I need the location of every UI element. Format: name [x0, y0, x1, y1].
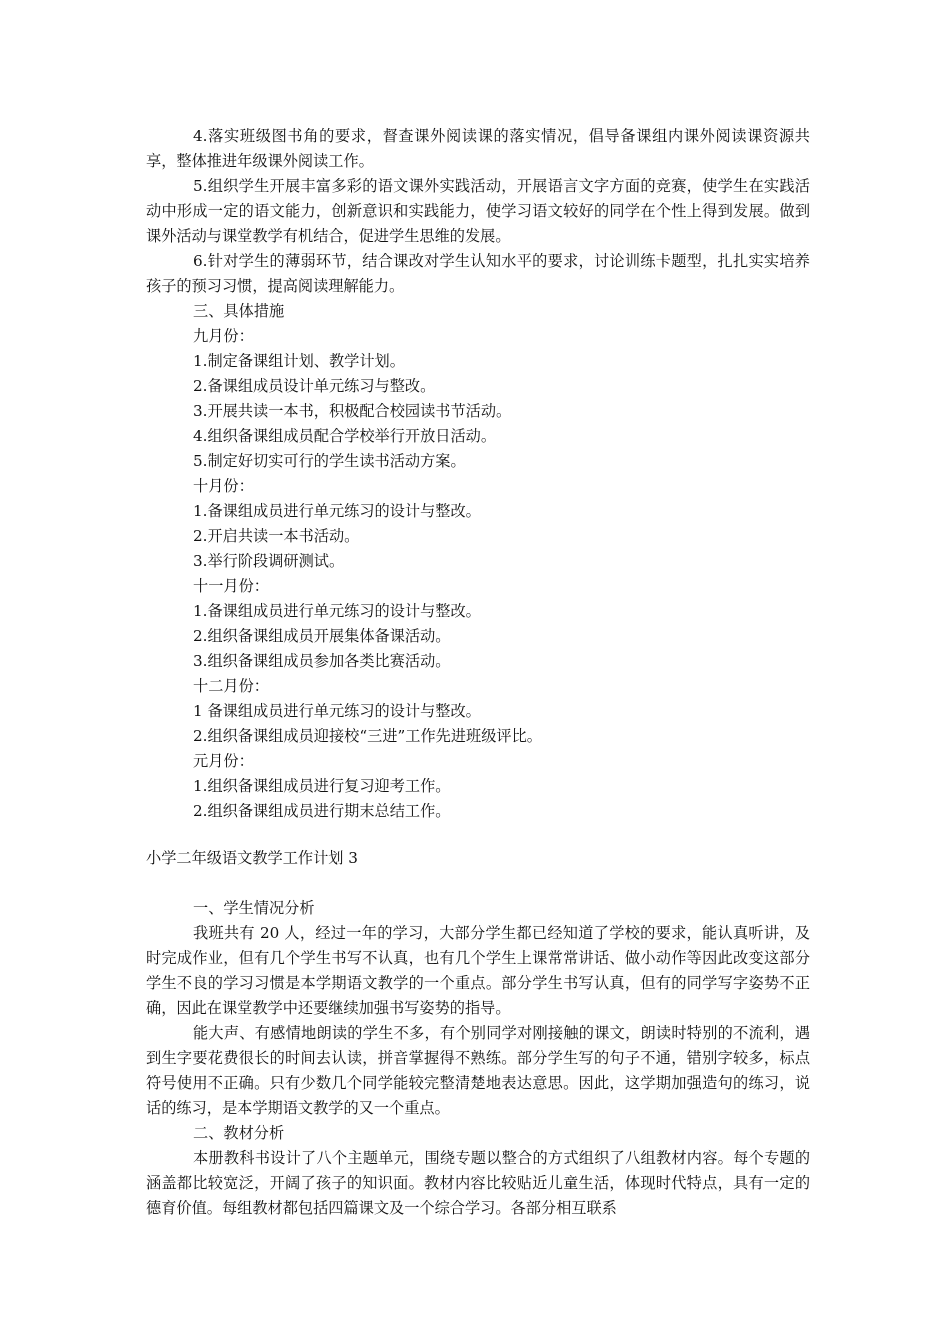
paragraph-item-4: 4.落实班级图书角的要求，督查课外阅读课的落实情况，倡导备课组内课外阅读课资源共享，整体推进年级课外阅读工作。 — [146, 127, 810, 170]
list-item: 3.举行阶段调研测试。 — [193, 552, 345, 570]
paragraph-item-5: 5.组织学生开展丰富多彩的语文课外实践活动，开展语言文字方面的竞赛，使学生在实践活动中形成一定的语文能力，创新意识和实践能力，使学习语文较好的同学在个性上得到发展。做到课外活动与课堂教学有机结合，促进学生思维的发展。 — [146, 177, 810, 245]
list-item: 2.备课组成员设计单元练习与整改。 — [193, 377, 436, 395]
paragraph-student-situation: 我班共有 20 人，经过一年的学习，大部分学生都已经知道了学校的要求，能认真听讲，及时完成作业，但有几个学生书写不认真，也有几个学生上课常常讲话、做小动作等因此改变这部分学生不良的学习习惯是本学期语文教学的一个重点。部分学生书写认真，但有的同学写字姿势不正确，因此在课堂教学中还要继续加强书写姿势的指导。 — [146, 924, 810, 1017]
section-heading-measures: 三、具体措施 — [193, 302, 285, 320]
list-item: 2.开启共读一本书活动。 — [193, 527, 360, 545]
list-item: 2.组织备课组成员进行期末总结工作。 — [193, 802, 451, 820]
month-heading-october: 十月份： — [193, 477, 254, 495]
month-heading-september: 九月份： — [193, 327, 254, 345]
section-heading-textbook-analysis: 二、教材分析 — [193, 1124, 285, 1142]
list-item: 1.备课组成员进行单元练习的设计与整改。 — [193, 602, 481, 620]
list-item: 3.开展共读一本书，积极配合校园读书节活动。 — [193, 402, 512, 420]
plan-part-1 — [146, 124, 810, 824]
document-title: 小学二年级语文教学工作计划 3 — [146, 849, 358, 867]
section-heading-student-analysis: 一、学生情况分析 — [193, 899, 315, 917]
paragraph-item-6: 6.针对学生的薄弱环节，结合课改对学生认知水平的要求，讨论训练卡题型，扎扎实实培养孩子的预习习惯，提高阅读理解能力。 — [146, 252, 810, 295]
paragraph-reading-ability: 能大声、有感情地朗读的学生不多，有个别同学对刚接触的课文，朗读时特别的不流利，遇到生字要花费很长的时间去认读，拼音掌握得不熟练。部分学生写的句子不通，错别字较多，标点符号使用不正确。只有少数几个同学能较完整清楚地表达意思。因此，这学期加强造句的练习，说话的练习，是本学期语文教学的又一个重点。 — [146, 1024, 810, 1117]
list-item: 2.组织备课组成员开展集体备课活动。 — [193, 627, 451, 645]
paragraph-textbook: 本册教科书设计了八个主题单元，围绕专题以整合的方式组织了八组教材内容。每个专题的涵盖都比较宽泛，开阔了孩子的知识面。教材内容比较贴近儿童生活，体现时代特点，具有一定的德育价值。每组教材都包括四篇课文及一个综合学习。各部分相互联系 — [146, 1149, 810, 1217]
month-heading-january: 元月份： — [193, 752, 254, 770]
list-item: 3.组织备课组成员参加各类比赛活动。 — [193, 652, 451, 670]
plan-part-2 — [146, 846, 810, 1221]
list-item: 5.制定好切实可行的学生读书活动方案。 — [193, 452, 466, 470]
list-item: 4.组织备课组成员配合学校举行开放日活动。 — [193, 427, 497, 445]
month-heading-november: 十一月份： — [193, 577, 269, 595]
list-item: 1.制定备课组计划、教学计划。 — [193, 352, 405, 370]
list-item: 2.组织备课组成员迎接校“三进”工作先进班级评比。 — [193, 727, 542, 745]
list-item: 1.备课组成员进行单元练习的设计与整改。 — [193, 502, 481, 520]
list-item: 1 备课组成员进行单元练习的设计与整改。 — [193, 702, 481, 720]
list-item: 1.组织备课组成员进行复习迎考工作。 — [193, 777, 451, 795]
month-heading-december: 十二月份： — [193, 677, 269, 695]
